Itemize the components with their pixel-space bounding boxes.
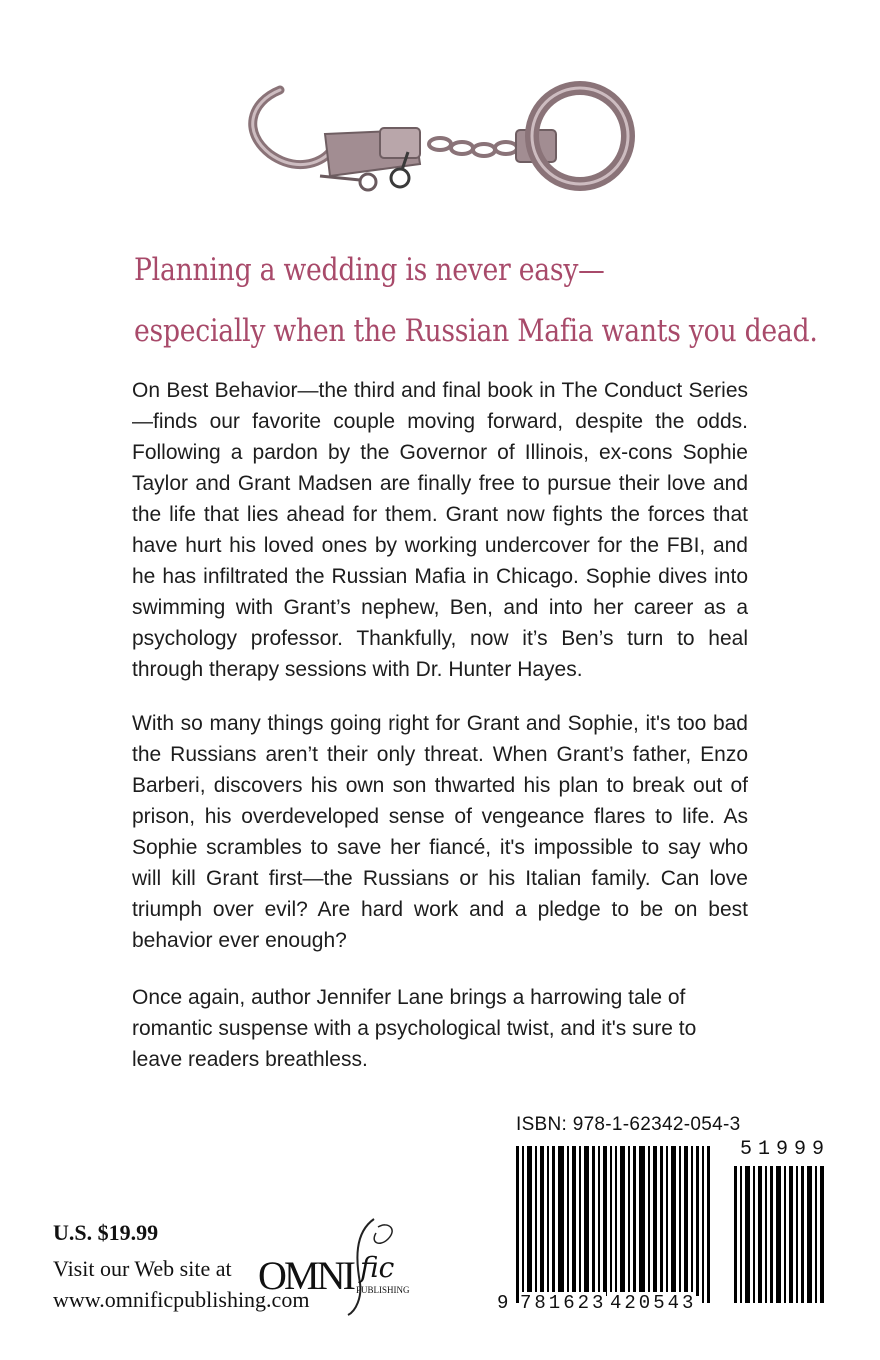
handcuffs-image: [240, 72, 640, 202]
barcode-digit-group-2: 420543: [610, 1292, 697, 1314]
svg-text:OMNI: OMNI: [258, 1253, 356, 1298]
tagline-line-2: especially when the Russian Mafia wants you dead.: [134, 313, 818, 349]
svg-text:PUBLISHING: PUBLISHING: [356, 1285, 410, 1295]
visit-text: Visit our Web site at: [53, 1256, 232, 1281]
barcode-digit-group-1: 781623: [520, 1292, 607, 1314]
publisher-logo: [256, 1213, 416, 1318]
blurb-paragraph-3: Once again, author Jennifer Lane brings a harrowing tale of romantic suspense with a psychological twist, and it's sure to leave readers breathless.: [132, 986, 697, 1071]
isbn-label: ISBN: 978-1-62342-054-3: [516, 1114, 741, 1135]
svg-text:fic: fic: [360, 1251, 395, 1284]
blurb-paragraph-2: With so many things going right for Grant and Sophie, it's too bad the Russians aren’t their only threat. When Grant’s father, Enzo Barberi, discovers his own son thwarted his plan to break out of prison, his overdeveloped sense of vengeance flares to life. As Sophie scrambles to save her fiancé, it's impossible to say who will kill Grant first—the Russians or his Italian family. Can love triumph over evil? Are hard work and a pledge to be on best behavior ever enough?: [132, 712, 748, 952]
barcode-first-digit: 9: [497, 1292, 509, 1314]
isbn-barcode: [512, 1138, 832, 1303]
website-link[interactable]: www.omnificpublishing.com: [53, 1287, 310, 1312]
price-label: U.S. $19.99: [53, 1220, 159, 1245]
barcode-addon-digits: 51999: [740, 1138, 831, 1161]
blurb-paragraph-1: On Best Behavior—the third and final book in The Conduct Series—finds our favorite couple moving forward, despite the odds. Following a pardon by the Governor of Illinois, ex-cons Sophie Taylor and Grant Madsen are finally free to pursue their love and the life that lies ahead for them. Grant now fights the forces that have hurt his loved ones by working undercover for the FBI, and he has infiltrated the Russian Mafia in Chicago. Sophie dives into swimming with Grant’s nephew, Ben, and into her career as a psychology professor. Thankfully, now it’s Ben’s turn to heal through therapy sessions with Dr. Hunter Hayes.: [132, 379, 748, 681]
tagline-line-1: Planning a wedding is never easy—: [134, 252, 605, 288]
